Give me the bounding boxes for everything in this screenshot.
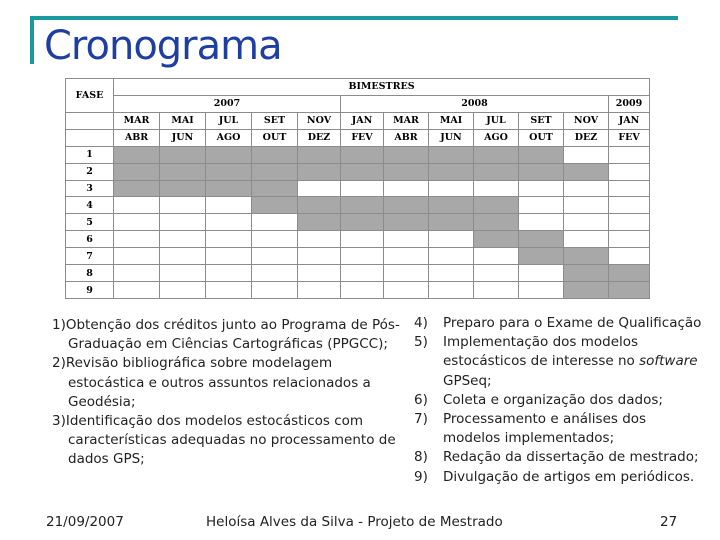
schedule-cell-active: [474, 214, 519, 231]
frame-accent-left: [30, 16, 34, 64]
month-end-header: DEZ: [298, 129, 341, 146]
schedule-cell-active: [160, 146, 206, 163]
schedule-cell-empty: [252, 282, 298, 299]
schedule-cell-empty: [160, 197, 206, 214]
note-text: Redação da dissertação de mestrado;: [443, 449, 699, 466]
schedule-cell-empty: [564, 180, 609, 197]
schedule-cell-empty: [114, 231, 160, 248]
header-row-bimestres: [66, 79, 650, 96]
schedule-cell-empty: [609, 163, 650, 180]
schedule-cell-active: [114, 163, 160, 180]
phase-row: [66, 231, 650, 248]
schedule-cell-active: [519, 163, 564, 180]
note-item: 1)Obtenção dos créditos junto ao Programa de Pós-Graduação em Ciências Cartográficas (PPGCC);: [52, 317, 400, 353]
phase-label: 8: [66, 265, 114, 282]
month-end-header: FEV: [609, 129, 650, 146]
schedule-cell-empty: [564, 231, 609, 248]
phase-row: [66, 214, 650, 231]
schedule-cell-active: [474, 163, 519, 180]
phase-label: 2: [66, 163, 114, 180]
month-end-header: OUT: [519, 129, 564, 146]
note-item: [414, 448, 704, 467]
note-number: 9): [414, 468, 428, 485]
phase-label: 9: [66, 282, 114, 299]
month-end-header: OUT: [252, 129, 298, 146]
schedule-cell-empty: [341, 265, 384, 282]
schedule-cell-empty: [519, 180, 564, 197]
phase-row: [66, 163, 650, 180]
notes-right-column: [414, 314, 704, 487]
schedule-cell-empty: [384, 282, 429, 299]
note-text: GPSeq;: [443, 372, 492, 389]
note-number: 6): [414, 391, 428, 408]
note-item: [414, 410, 704, 448]
month-start-header: MAI: [429, 112, 474, 129]
schedule-cell-empty: [114, 248, 160, 265]
note-item: [414, 468, 704, 487]
month-end-header: ABR: [384, 129, 429, 146]
schedule-cell-active: [609, 282, 650, 299]
schedule-cell-active: [609, 265, 650, 282]
schedule-cell-empty: [206, 231, 252, 248]
month-start-header: JUL: [206, 112, 252, 129]
schedule-cell-empty: [252, 231, 298, 248]
schedule-cell-active: [429, 146, 474, 163]
note-number: 8): [414, 449, 428, 466]
note-number: 4): [414, 315, 428, 331]
schedule-cell-empty: [609, 180, 650, 197]
phase-label: 7: [66, 248, 114, 265]
schedule-cell-empty: [384, 248, 429, 265]
schedule-cell-active: [384, 214, 429, 231]
year-header: 2009: [609, 95, 650, 112]
schedule-cell-empty: [298, 282, 341, 299]
phase-row: [66, 282, 650, 299]
schedule-cell-empty: [298, 231, 341, 248]
schedule-cell-empty: [519, 214, 564, 231]
schedule-cell-active: [341, 146, 384, 163]
fase-header: FASE: [66, 79, 114, 113]
schedule-cell-empty: [564, 197, 609, 214]
phase-label: 1: [66, 146, 114, 163]
schedule-cell-active: [298, 146, 341, 163]
month-start-header: MAR: [114, 112, 160, 129]
schedule-table: [65, 78, 650, 299]
note-text: Implementação dos modelos estocásticos de interesse no: [443, 334, 640, 370]
schedule-cell-active: [341, 197, 384, 214]
month-start-header: JAN: [341, 112, 384, 129]
header-row-months-start: [66, 112, 650, 129]
schedule-cell-empty: [160, 265, 206, 282]
schedule-cell-empty: [252, 265, 298, 282]
schedule-cell-empty: [114, 214, 160, 231]
page-number: 27: [660, 514, 678, 530]
schedule-cell-empty: [206, 282, 252, 299]
note-item: [414, 333, 704, 391]
month-end-header: AGO: [474, 129, 519, 146]
schedule-cell-empty: [206, 214, 252, 231]
schedule-cell-active: [564, 282, 609, 299]
month-start-header: MAI: [160, 112, 206, 129]
schedule-cell-empty: [474, 180, 519, 197]
schedule-cell-active: [474, 231, 519, 248]
schedule-cell-empty: [384, 265, 429, 282]
bimestres-header: BIMESTRES: [114, 79, 650, 96]
note-text-emphasis: software: [639, 353, 698, 370]
schedule-table-container: [65, 78, 649, 299]
schedule-cell-active: [160, 180, 206, 197]
schedule-cell-empty: [564, 146, 609, 163]
month-start-header: JUL: [474, 112, 519, 129]
footer-date: 21/09/2007: [46, 514, 124, 530]
schedule-cell-active: [474, 197, 519, 214]
phase-row: [66, 146, 650, 163]
month-start-header: SET: [519, 112, 564, 129]
blank-cell: [66, 129, 114, 146]
slide-title: Cronograma: [44, 23, 282, 69]
schedule-cell-active: [252, 180, 298, 197]
month-end-header: ABR: [114, 129, 160, 146]
schedule-cell-empty: [519, 282, 564, 299]
schedule-cell-empty: [429, 180, 474, 197]
schedule-cell-empty: [609, 248, 650, 265]
schedule-cell-empty: [609, 231, 650, 248]
schedule-cell-active: [341, 163, 384, 180]
note-number: 7): [414, 411, 428, 428]
schedule-cell-empty: [474, 248, 519, 265]
schedule-cell-active: [298, 163, 341, 180]
month-end-header: FEV: [341, 129, 384, 146]
schedule-cell-active: [341, 214, 384, 231]
schedule-cell-empty: [298, 180, 341, 197]
schedule-cell-active: [519, 146, 564, 163]
schedule-cell-empty: [160, 214, 206, 231]
note-item: 3)Identificação dos modelos estocásticos com características adequadas no processamento de dados GPS;: [52, 413, 396, 468]
schedule-cell-empty: [429, 248, 474, 265]
schedule-cell-active: [564, 265, 609, 282]
month-end-header: JUN: [429, 129, 474, 146]
schedule-cell-active: [252, 197, 298, 214]
schedule-cell-active: [519, 248, 564, 265]
phase-row: [66, 265, 650, 282]
month-end-header: JUN: [160, 129, 206, 146]
frame-accent-top: [30, 16, 678, 20]
schedule-cell-active: [160, 163, 206, 180]
schedule-cell-empty: [160, 282, 206, 299]
schedule-cell-empty: [298, 248, 341, 265]
note-item: 2)Revisão bibliográfica sobre modelagem estocástica e outros assuntos relacionados a Geodésia;: [52, 355, 371, 410]
schedule-cell-active: [564, 248, 609, 265]
note-item: [414, 391, 704, 410]
schedule-cell-empty: [384, 231, 429, 248]
schedule-cell-active: [252, 146, 298, 163]
schedule-cell-empty: [564, 214, 609, 231]
schedule-cell-active: [384, 146, 429, 163]
schedule-cell-empty: [519, 265, 564, 282]
schedule-cell-empty: [429, 265, 474, 282]
month-end-header: DEZ: [564, 129, 609, 146]
note-text: Processamento e análises dos modelos implementados;: [443, 411, 647, 447]
schedule-cell-empty: [474, 265, 519, 282]
schedule-cell-empty: [206, 265, 252, 282]
note-number: 5): [414, 334, 428, 351]
note-text: Divulgação de artigos em periódicos.: [443, 468, 695, 485]
schedule-cell-empty: [114, 282, 160, 299]
phase-label: 3: [66, 180, 114, 197]
footer-author: Heloísa Alves da Silva - Projeto de Mestrado: [206, 514, 503, 530]
schedule-cell-active: [564, 163, 609, 180]
schedule-cell-active: [114, 146, 160, 163]
schedule-cell-empty: [160, 231, 206, 248]
schedule-cell-empty: [519, 197, 564, 214]
phase-label: 4: [66, 197, 114, 214]
schedule-cell-active: [474, 146, 519, 163]
month-end-header: AGO: [206, 129, 252, 146]
schedule-cell-empty: [609, 197, 650, 214]
schedule-cell-active: [519, 231, 564, 248]
month-start-header: NOV: [564, 112, 609, 129]
schedule-cell-empty: [341, 180, 384, 197]
schedule-cell-empty: [341, 282, 384, 299]
schedule-cell-empty: [474, 282, 519, 299]
schedule-cell-active: [429, 214, 474, 231]
phase-row: [66, 197, 650, 214]
month-start-header: SET: [252, 112, 298, 129]
schedule-cell-active: [384, 163, 429, 180]
schedule-cell-empty: [114, 197, 160, 214]
notes-left-column: [52, 316, 402, 470]
month-start-header: NOV: [298, 112, 341, 129]
schedule-cell-empty: [252, 248, 298, 265]
phase-row: [66, 248, 650, 265]
schedule-cell-empty: [429, 231, 474, 248]
schedule-cell-active: [298, 214, 341, 231]
year-header: 2008: [341, 95, 609, 112]
schedule-cell-empty: [429, 282, 474, 299]
schedule-cell-active: [384, 197, 429, 214]
phase-label: 6: [66, 231, 114, 248]
year-header: 2007: [114, 95, 341, 112]
month-start-header: JAN: [609, 112, 650, 129]
note-text: Coleta e organização dos dados;: [443, 391, 663, 408]
schedule-cell-empty: [341, 231, 384, 248]
note-text: Preparo para o Exame de Qualificação: [443, 315, 702, 331]
schedule-cell-active: [206, 163, 252, 180]
schedule-cell-empty: [609, 146, 650, 163]
schedule-cell-active: [429, 197, 474, 214]
schedule-cell-active: [114, 180, 160, 197]
schedule-cell-active: [252, 163, 298, 180]
schedule-cell-active: [298, 197, 341, 214]
schedule-cell-active: [206, 180, 252, 197]
schedule-cell-empty: [160, 248, 206, 265]
header-row-years: [66, 95, 650, 112]
month-start-header: MAR: [384, 112, 429, 129]
schedule-cell-empty: [384, 180, 429, 197]
header-row-months-end: [66, 129, 650, 146]
schedule-cell-active: [429, 163, 474, 180]
schedule-cell-empty: [298, 265, 341, 282]
schedule-cell-empty: [609, 214, 650, 231]
blank-cell: [66, 112, 114, 129]
schedule-cell-empty: [206, 197, 252, 214]
schedule-cell-empty: [341, 248, 384, 265]
phase-label: 5: [66, 214, 114, 231]
phase-row: [66, 180, 650, 197]
schedule-cell-active: [206, 146, 252, 163]
schedule-cell-empty: [252, 214, 298, 231]
schedule-cell-empty: [206, 248, 252, 265]
schedule-cell-empty: [114, 265, 160, 282]
note-item: [414, 314, 704, 333]
